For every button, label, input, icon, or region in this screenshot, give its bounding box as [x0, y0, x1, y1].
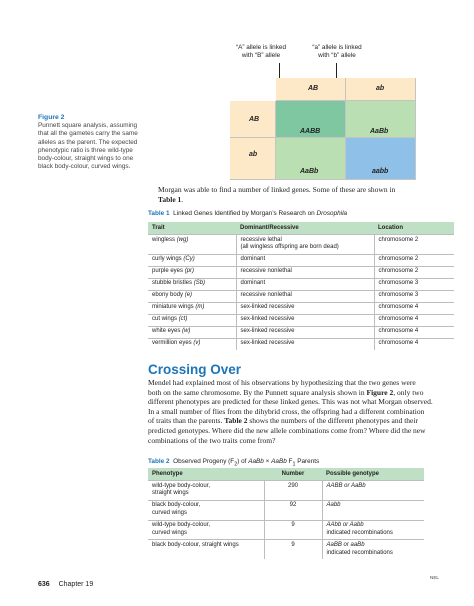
phenotype: wild-type body-colour, — [152, 482, 211, 489]
table-title: F — [286, 458, 293, 465]
dominance-cell: sex-linked recessive — [236, 314, 374, 326]
table-title: Parents — [295, 458, 320, 465]
figure-reference: Figure 2 — [366, 387, 394, 397]
gene-symbol: (ct) — [178, 316, 188, 323]
annotation-line: with “b” allele — [318, 52, 356, 59]
trait: stubble bristles — [152, 280, 193, 287]
column-header: Trait — [148, 222, 236, 235]
table-row — [148, 254, 454, 266]
trait-cell — [148, 338, 236, 349]
table-row — [148, 290, 454, 302]
dominance-cell: recessive nonlethal — [236, 266, 374, 278]
column-header: Dominant/Recessive — [236, 222, 374, 235]
trait: miniature wings — [152, 304, 194, 311]
genotype: AaBb — [248, 458, 264, 465]
table-reference: Table 1 — [158, 194, 182, 204]
phenotype: curved wings — [152, 529, 188, 536]
table-reference: Table 2 — [224, 416, 248, 426]
punnett-col-header — [346, 78, 416, 101]
table-row — [148, 326, 454, 338]
gamete-label: ab — [376, 85, 385, 92]
paragraph-line — [148, 416, 458, 426]
column-header: Number — [264, 468, 322, 481]
table-title: Linked Genes Identified by Morgan’s Research on — [173, 210, 317, 217]
table-row — [148, 266, 454, 278]
table-label: Table 1 — [148, 210, 170, 217]
annotation-a-linked — [226, 44, 296, 60]
table-title-italic: Drosophila — [316, 210, 348, 217]
chapter-label: Chapter 19 — [58, 581, 94, 588]
table-row — [148, 338, 454, 349]
intro-line — [158, 195, 458, 205]
trait-cell — [148, 302, 236, 314]
genotype: Aabb — [326, 502, 341, 509]
genotype-cell — [322, 481, 424, 501]
location-cell: chromosome 3 — [374, 290, 454, 302]
dominance-cell — [236, 235, 374, 255]
table2 — [148, 468, 424, 559]
text-span: . — [181, 194, 184, 204]
location-cell: chromosome 4 — [374, 326, 454, 338]
trait: purple eyes — [152, 268, 184, 275]
number-cell: 9 — [264, 520, 322, 540]
genotype: AAbb or Aabb — [326, 522, 364, 529]
trait-cell — [148, 235, 236, 255]
dominance-note: (all wingless offspring are born dead) — [240, 244, 339, 251]
gamete-label: AB — [308, 85, 319, 92]
dominance-cell: recessive nonlethal — [236, 290, 374, 302]
table-row — [148, 520, 424, 540]
number-cell: 92 — [264, 500, 322, 520]
section-heading — [148, 362, 241, 377]
trait-cell — [148, 278, 236, 290]
table2-caption — [148, 458, 319, 467]
annotation-line: “a” allele is linked — [312, 44, 362, 51]
phenotype-cell — [148, 540, 264, 559]
punnett-corner — [230, 78, 276, 101]
phenotype: black body-colour, — [152, 502, 201, 509]
location-cell: chromosome 4 — [374, 338, 454, 349]
annotation-line: “A” allele is linked — [235, 44, 287, 51]
figure-caption — [38, 114, 178, 171]
paragraph-line: Mendel had explained most of his observations by hypothesizing that the two genes were — [148, 378, 416, 387]
number-cell: 9 — [264, 540, 322, 559]
table1-caption — [148, 210, 347, 217]
phenotype: straight wings — [152, 490, 189, 497]
location-cell: chromosome 2 — [374, 235, 454, 255]
location-cell: chromosome 4 — [374, 314, 454, 326]
table-row — [148, 500, 424, 520]
gamete-label: ab — [249, 151, 258, 158]
annotation-line: with “B” allele — [241, 52, 281, 59]
trait: vermillion eyes — [152, 340, 192, 347]
subscript: 1 — [292, 461, 296, 468]
gene-symbol: (pr) — [184, 268, 195, 275]
gene-symbol: (Cy) — [183, 256, 195, 263]
punnett-cell — [276, 101, 346, 138]
trait-cell — [148, 314, 236, 326]
caption-line: body-colour, straight wings to one — [38, 155, 134, 163]
trait: curly wings — [152, 256, 182, 263]
publisher-mark: NEL — [430, 575, 439, 580]
trait: ebony body — [152, 292, 184, 299]
location-cell: chromosome 2 — [374, 266, 454, 278]
trait: cut wings — [152, 316, 178, 323]
paragraph-line: combinations of the two traits come from? — [148, 435, 276, 445]
table-row — [148, 278, 454, 290]
number-cell: 290 — [264, 481, 322, 501]
gene-symbol: (e) — [184, 292, 193, 299]
intro-line: Morgan was able to find a number of linked genes. Some of these are shown in — [158, 185, 396, 194]
punnett-col-header — [276, 78, 346, 101]
trait-cell — [148, 290, 236, 302]
genotype-label: AaBb — [370, 128, 389, 135]
text-span: both on the same chromosome. By the Punnett square analysis shown in — [148, 387, 367, 397]
gene-symbol: (wg) — [176, 236, 189, 243]
table-row — [148, 481, 424, 501]
dominance-cell: sex-linked recessive — [236, 302, 374, 314]
table-row — [148, 540, 424, 559]
column-header: Possible genotype — [322, 468, 424, 481]
gene-symbol: (m) — [195, 304, 205, 311]
table-header-row — [148, 222, 454, 235]
trait: white eyes — [152, 328, 181, 335]
dominance-cell: sex-linked recessive — [236, 338, 374, 349]
column-header: Phenotype — [148, 468, 264, 481]
gene-symbol: (v) — [193, 340, 201, 347]
punnett-cell — [346, 101, 416, 138]
gamete-label: AB — [249, 116, 260, 123]
caption-line: Punnett square analysis, assuming — [38, 122, 138, 130]
location-cell: chromosome 4 — [374, 302, 454, 314]
genotype-cell — [322, 500, 424, 520]
punnett-cell — [276, 138, 346, 180]
table-label: Table 2 — [148, 458, 170, 465]
genotype: AABB or AaBb — [326, 482, 366, 489]
crossing-over-heading: Crossing Over — [148, 362, 242, 377]
column-header: Location — [374, 222, 454, 235]
dominance: recessive lethal — [240, 236, 282, 243]
table-row — [148, 314, 454, 326]
dominance-cell: sex-linked recessive — [236, 326, 374, 338]
recombination-note: indicated recombinations — [326, 529, 393, 536]
paragraph-line: predicted genotypes. Where did the new allele combinations come from? Where did the new — [148, 425, 426, 435]
genotype-label: AaBb — [300, 168, 319, 175]
table1 — [148, 222, 454, 350]
figure-label: Figure 2 — [38, 114, 65, 121]
paragraph-line: In a small number of flies from the dihybrid cross, the offspring had a different combination — [148, 406, 425, 416]
caption-line: black body-colour, curved wings. — [38, 163, 131, 171]
times-symbol: × — [263, 458, 272, 465]
phenotype-cell — [148, 500, 264, 520]
punnett-square — [230, 78, 416, 180]
table-title: Observed Progeny (F — [173, 458, 235, 465]
phenotype: curved wings — [152, 510, 188, 517]
intro-paragraph — [158, 185, 458, 204]
table-row — [148, 302, 454, 314]
trait-cell — [148, 266, 236, 278]
caption-line: that all the gametes carry the same — [38, 130, 138, 138]
phenotype: wild-type body-colour, — [152, 522, 211, 529]
trait-cell — [148, 326, 236, 338]
paragraph-line: different phenotypes are predicted for these linked genes. This was not what Morgan observed. — [148, 397, 433, 407]
trait-cell — [148, 254, 236, 266]
genotype-cell — [322, 520, 424, 540]
punnett-row-header — [230, 101, 276, 138]
genotype-cell — [322, 540, 424, 559]
location-cell: chromosome 3 — [374, 278, 454, 290]
gene-symbol: (Sb) — [193, 280, 206, 287]
phenotype-cell — [148, 520, 264, 540]
section-paragraph — [148, 378, 458, 445]
text-span: shows the numbers of the different phenotypes and their — [247, 416, 418, 426]
location-cell: chromosome 2 — [374, 254, 454, 266]
paragraph-line — [148, 388, 458, 398]
phenotype-cell — [148, 481, 264, 501]
text-span: of traits than the parents. — [148, 416, 225, 426]
gene-symbol: (w) — [182, 328, 191, 335]
trait: wingless — [152, 236, 176, 243]
genotype-label: aabb — [372, 168, 389, 175]
dominance-cell: dominant — [236, 278, 374, 290]
text-span: , only two — [393, 387, 424, 397]
genotype-label: AABB — [300, 128, 321, 135]
table-header-row — [148, 468, 424, 481]
annotation-a-lower-linked — [300, 44, 374, 60]
phenotype: black body-colour, straight wings — [152, 541, 239, 548]
genotype: AaBB or aaBb — [326, 541, 365, 548]
table-row — [148, 235, 454, 255]
dominance-cell: dominant — [236, 254, 374, 266]
caption-line: phenotypic ratio is three wild-type — [38, 146, 133, 154]
table-title: ) of — [237, 458, 249, 465]
caption-line: alleles as the parent. The expected — [38, 138, 138, 146]
punnett-cell — [346, 138, 416, 180]
recombination-note: indicated recombinations — [326, 549, 393, 556]
page-footer — [38, 573, 93, 591]
page-number: 636 — [38, 581, 50, 588]
punnett-row-header — [230, 138, 276, 180]
subscript: 2 — [234, 461, 238, 468]
genotype: AaBb — [271, 458, 287, 465]
